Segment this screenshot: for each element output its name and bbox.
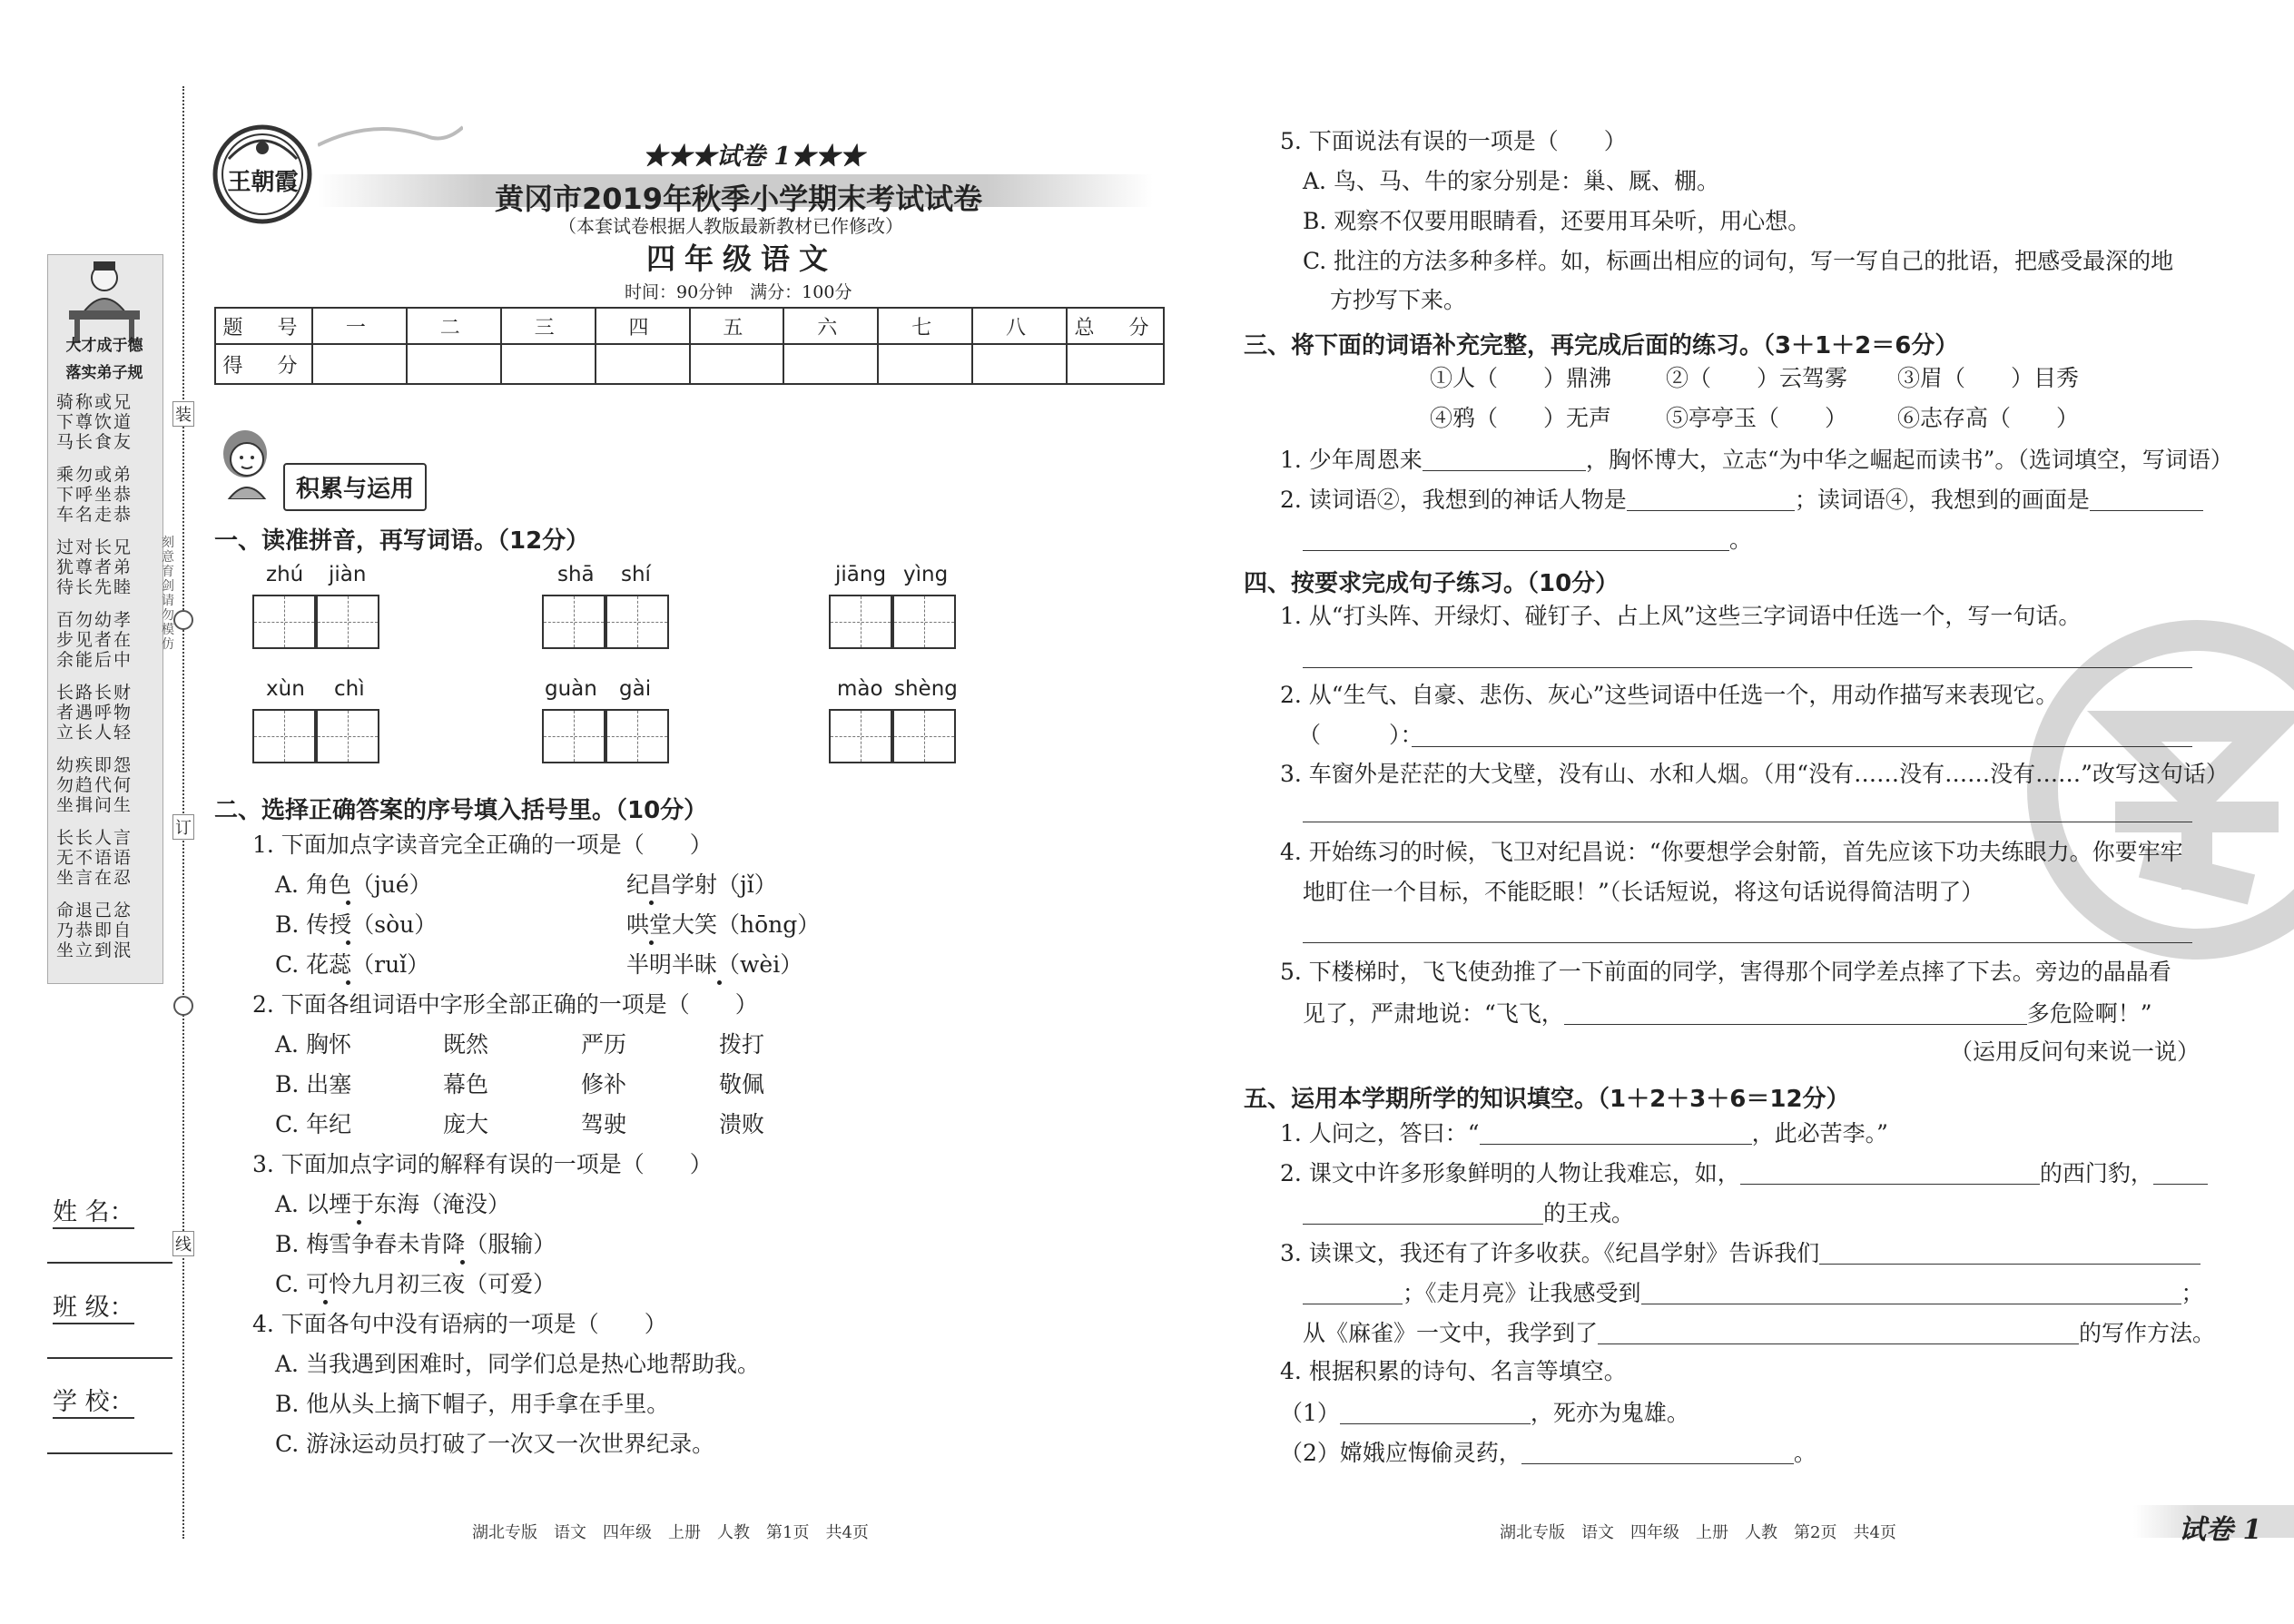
q5-text: 的西门豹， [2039,1160,2153,1186]
writing-box[interactable] [605,709,669,763]
ribbon-decoration [318,118,463,154]
q5-title: 五、运用本学期所学的知识填空。（1＋2＋3＋6＝12分） [1244,1086,1850,1113]
answer-line[interactable] [1303,942,2192,943]
score-cell[interactable] [407,344,501,384]
binding-hole-icon [173,610,193,630]
exam-subtitle: （本套试卷根据人教版最新教材已作修改） [558,215,903,237]
q5-text: ； [2181,1280,2204,1306]
q5-text: 2. 课文中许多形象鲜明的人物让我难忘，如， [1280,1160,1740,1186]
watermark-seal [2024,617,2294,962]
q4-title: 四、按要求完成句子练习。（10分） [1244,570,1620,597]
q2-2-word: 幕色 [443,1071,489,1097]
q2-1-option: 半明半昧（wèi） [626,951,803,978]
binding-hole-icon [173,996,193,1016]
q5-line-4: 4. 根据积累的诗句、名言等填空。 [1280,1358,1627,1384]
q2-2-word: 严历 [581,1031,627,1058]
writing-box[interactable] [829,595,892,649]
writing-box[interactable] [542,595,605,649]
pinyin-2b: shí [621,563,651,586]
q3-line-2 [1280,487,2203,511]
score-table [214,307,1165,385]
score-cell[interactable] [878,344,972,384]
q2-1-option: A. 角色（jué） [275,871,432,898]
q2-1-option: B. 传授（sòu） [275,911,438,938]
writing-box[interactable] [542,709,605,763]
writing-box[interactable] [605,595,669,649]
q2-2-word: 修补 [581,1071,627,1097]
q3-word: ①人（ ）鼎沸 [1430,365,1612,391]
q4-5-stem: 5. 下楼梯时，飞飞使劲推了一下前面的同学，害得那个同学差点摔了下去。旁边的晶晶看 [1280,959,2171,985]
q4-1-stem: 1. 从“打头阵、开绿灯、碰钉子、占上风”这些三字词语中任选一个，写一句话。 [1280,603,2082,629]
q5-line-1 [1280,1120,1888,1145]
q3-line-1 [1280,447,2233,471]
q2-2-word: 溃败 [719,1111,765,1137]
q5-text: 从《麻雀》一文中，我学到了 [1303,1320,1599,1346]
emphasis-dot [357,1220,361,1225]
q2-2-option: A. 胸怀 [275,1031,351,1058]
footer-right: 湖北专版 语文 四年级 上册 人教 第2页 共4页 [1500,1523,1896,1542]
q3-l2-text: ；读词语④，我想到的画面是 [1794,487,2090,513]
q3-l1-text: ，胸怀博大，立志“为中华之崛起而读书”。（选词填空，写词语） [1585,447,2233,473]
q2-2-word: 庞大 [443,1111,489,1137]
q3-line-3 [1303,527,1752,551]
time-info: 时间：90分钟 满分：100分 [625,282,852,302]
answer-blank[interactable] [1303,1200,1543,1225]
score-header-cell: 二 [407,308,501,344]
answer-blank[interactable] [1627,487,1795,511]
score-header-cell: 题 号 [215,308,312,344]
poem-block: 幼疾即怨 勿趋代何 坐揖问生 [56,755,133,815]
q5-line-2b [1303,1200,1634,1225]
emphasis-dot [346,940,350,945]
q2-4-option: A. 当我遇到困难时，同学们总是热心地帮助我。 [275,1351,760,1377]
mascot-caption-1: 大才成于德 [65,337,143,355]
q5-text: （2）嫦娥应悔偷灵药， [1280,1440,1521,1466]
q3-word: ⑥志存高（ ） [1897,405,2080,431]
score-cell[interactable] [1067,344,1164,384]
q2-2-option: B. 出塞 [275,1071,352,1097]
q4-5-note: （运用反问句来说一说） [1950,1038,2200,1065]
writing-box[interactable] [829,709,892,763]
footer-left: 湖北专版 语文 四年级 上册 人教 第1页 共4页 [472,1523,869,1542]
q4-4-stem-cont: 地盯住一个目标，不能眨眼！”（长话短说，将这句话说得简洁明了） [1303,879,1984,905]
writing-box[interactable] [316,595,379,649]
q2-4-stem: 4. 下面各句中没有语病的一项是（ ） [252,1311,667,1337]
poem-block: 过对长兄 犹尊者弟 待长先睦 [56,537,133,597]
seal-mark-b: 订 [172,814,194,840]
q5-text: 1. 人问之，答曰：“ [1280,1120,1480,1147]
score-cell[interactable] [690,344,784,384]
class-input-line[interactable] [47,1357,172,1359]
score-cell[interactable] [501,344,596,384]
q2-title: 二、选择正确答案的序号填入括号里。（10分） [214,797,708,824]
school-label: 学 校： [53,1382,134,1419]
writing-box[interactable] [252,595,316,649]
q2-2-word: 敬佩 [719,1071,765,1097]
binding-dotted-line [182,86,184,1539]
score-header-cell: 五 [690,308,784,344]
q5-text: 的王戎。 [1543,1200,1635,1226]
q2-4-option: C. 游泳运动员打破了一次又一次世界纪录。 [275,1431,715,1457]
emphasis-dot [649,940,654,945]
q4-2-emotion-slot: （ ）： [1298,722,1423,748]
pinyin-2a: shā [557,563,595,586]
poem-block: 长长人言 无不语语 坐言在忍 [56,828,133,888]
q5-text: 的写作方法。 [2079,1320,2216,1346]
q3-l2-text: 2. 读词语②，我想到的神话人物是 [1280,487,1627,513]
logo-text: 王朝霞 [227,169,299,196]
score-table-score-row [215,344,1164,384]
q5-text: ，死亦为鬼雄。 [1530,1400,1689,1426]
score-header-cell: 一 [312,308,407,344]
teacher-icon [211,427,283,499]
paper-series: ★★★试卷 1★★★ [643,143,865,171]
q2-1-stem: 1. 下面加点字读音完全正确的一项是（ ） [252,832,713,858]
subject-title: 四年级语文 [646,241,838,276]
answer-blank[interactable] [1340,1400,1531,1424]
q3-l1-text: 1. 少年周恩来 [1280,447,1423,473]
q2-5-option-cont: 方抄写下来。 [1330,287,1467,313]
q2-1-option: 哄堂大笑（hōng） [626,911,821,938]
q4-5-text: 多危险啊！” [2026,1000,2152,1027]
answer-blank[interactable] [1740,1160,2040,1185]
poem-block: 乘勿或弟 下呼坐恭 车名走恭 [56,465,133,525]
score-header-cell: 三 [501,308,596,344]
q2-5-option: B. 观察不仅要用眼睛看，还要用耳朵听，用心想。 [1303,208,1811,234]
answer-blank[interactable] [2090,487,2203,511]
answer-blank[interactable] [1480,1120,1752,1145]
q5-line-6 [1280,1440,1816,1464]
q3-title: 三、将下面的词语补充完整，再完成后面的练习。（3＋1＋2＝6分） [1244,332,1959,359]
q3-word: ③眉（ ）目秀 [1897,365,2080,391]
poem-block: 百勿幼孝 步见者在 余能后中 [56,610,133,670]
q4-2-stem: 2. 从“生气、自豪、悲伤、灰心”这些词语中任选一个，用动作描写来表现它。 [1280,682,2059,708]
q5-text: （1） [1280,1400,1340,1426]
answer-blank[interactable] [1641,1280,2181,1304]
answer-blank[interactable] [1303,527,1729,551]
mascot-caption-2: 落实弟子规 [65,364,143,382]
score-row-label: 得 分 [215,344,312,384]
q5-line-3 [1280,1240,2200,1265]
class-label: 班 级： [53,1287,134,1324]
poem-block: 命退己忿 乃恭即自 坐立到泯 [56,901,133,960]
score-table-header-row [215,308,1164,344]
q3-word: ⑤亭亭玉（ ） [1666,405,1848,431]
q2-2-word: 驾驶 [581,1111,627,1137]
poem-grid [56,392,156,973]
emphasis-dot [649,901,654,905]
q2-2-word: 拨打 [719,1031,765,1058]
binding-note: 刻意育剑 请勿模仿 [162,536,187,652]
answer-blank[interactable] [2153,1160,2208,1185]
score-cell[interactable] [312,344,407,384]
answer-blank[interactable] [1819,1240,2200,1265]
pinyin-5b: gài [619,677,652,701]
q5-text: 。 [1793,1440,1816,1466]
answer-line[interactable] [1412,746,2192,747]
answer-blank[interactable] [1303,1280,1403,1304]
poem-block: 骑称或兄 下尊饮道 马长食友 [56,392,133,452]
school-input-line[interactable] [47,1452,172,1454]
writing-box[interactable] [892,595,956,649]
answer-blank[interactable] [1598,1320,2079,1344]
q2-5-option: A. 鸟、马、牛的家分别是：巢、厩、棚。 [1303,168,1719,194]
pinyin-5a: guàn [545,677,597,701]
emphasis-dot [346,980,350,985]
q2-3-option: C. 可怜九月初三夜（可爱） [275,1271,556,1297]
q5-text: ；《走月亮》让我感受到 [1403,1280,1641,1306]
q4-5-text: 见了，严肃地说：“飞飞， [1303,1000,1564,1027]
answer-blank[interactable] [1521,1440,1794,1464]
name-input-line[interactable] [47,1262,172,1264]
q2-2-stem: 2. 下面各组词语中字形全部正确的一项是（ ） [252,991,758,1018]
footer-tag: 试卷 1 [2179,1514,2262,1546]
q5-text: 3. 读课文，我还有了许多收获。《纪昌学射》告诉我们 [1280,1240,1820,1266]
emphasis-dot [346,901,350,905]
score-cell[interactable] [596,344,690,384]
pinyin-6b: shèng [894,677,958,701]
q5-line-3c [1303,1320,2215,1344]
q3-word: ②（ ）云驾雾 [1666,365,1848,391]
pinyin-1a: zhú [266,563,304,586]
pinyin-3b: yìng [903,563,949,586]
name-label: 姓 名： [53,1192,134,1229]
q4-3-stem: 3. 车窗外是茫茫的大戈壁，没有山、水和人烟。（用“没有……没有……没有……”改写这句话） [1280,761,2229,787]
writing-box[interactable] [892,709,956,763]
answer-blank[interactable] [1423,447,1586,471]
seal-mark-c: 线 [172,1231,194,1256]
section-badge: 积累与运用 [283,463,427,511]
q3-word: ④鸦（ ）无声 [1430,405,1612,431]
writing-box[interactable] [316,709,379,763]
score-header-cell: 七 [878,308,972,344]
score-header-cell: 四 [596,308,690,344]
q1-title: 一、读准拼音，再写词语。（12分） [214,527,590,555]
q3-l2c-text: 。 [1729,527,1753,553]
q2-3-option: B. 梅雪争春未肯降（服输） [275,1231,556,1257]
q5-line-3b [1303,1280,2204,1304]
pinyin-4b: chì [334,677,365,701]
q2-2-option: C. 年纪 [275,1111,352,1137]
pinyin-3a: jiāng [835,563,887,586]
q5-line-2 [1280,1160,2208,1185]
score-header-cell: 六 [783,308,878,344]
q2-1-option: C. 花蕊（ruǐ） [275,951,430,978]
answer-blank[interactable] [1564,1000,2027,1025]
seal-mark-a: 装 [172,401,194,427]
q2-5-stem: 5. 下面说法有误的一项是（ ） [1280,128,1627,154]
score-cell[interactable] [972,344,1067,384]
q2-3-option: A. 以堙于东海（淹没） [275,1191,510,1217]
q2-5-option: C. 批注的方法多种多样。如，标画出相应的词句，写一写自己的批语，把感受最深的地 [1303,248,2174,274]
q5-line-5 [1280,1400,1689,1424]
pinyin-6a: mào [837,677,883,701]
score-header-cell: 八 [972,308,1067,344]
q2-1-option: 纪昌学射（jǐ） [626,871,777,898]
q4-5-line [1303,1000,2152,1025]
writing-box[interactable] [252,709,316,763]
emphasis-dot [460,1260,465,1265]
exam-title: 黄冈市2019年秋季小学期末考试试卷 [495,182,983,216]
answer-line[interactable] [1303,667,2192,668]
poem-block: 长路长财 者遇呼物 立长人轻 [56,683,133,743]
q2-3-stem: 3. 下面加点字词的解释有误的一项是（ ） [252,1151,713,1177]
score-cell[interactable] [783,344,878,384]
emphasis-dot [323,1300,328,1304]
q5-text: ，此必苦李。” [1751,1120,1888,1147]
q2-4-option: B. 他从头上摘下帽子，用手拿在手里。 [275,1391,670,1417]
pinyin-1b: jiàn [329,563,367,586]
score-header-cell: 总 分 [1067,308,1164,344]
q4-4-stem: 4. 开始练习的时候，飞卫对纪昌说：“你要想学会射箭，首先应该下功夫练眼力。你要牢牢 [1280,839,2183,865]
pinyin-4a: xùn [266,677,305,701]
emphasis-dot [717,980,722,985]
q2-2-word: 既然 [443,1031,489,1058]
